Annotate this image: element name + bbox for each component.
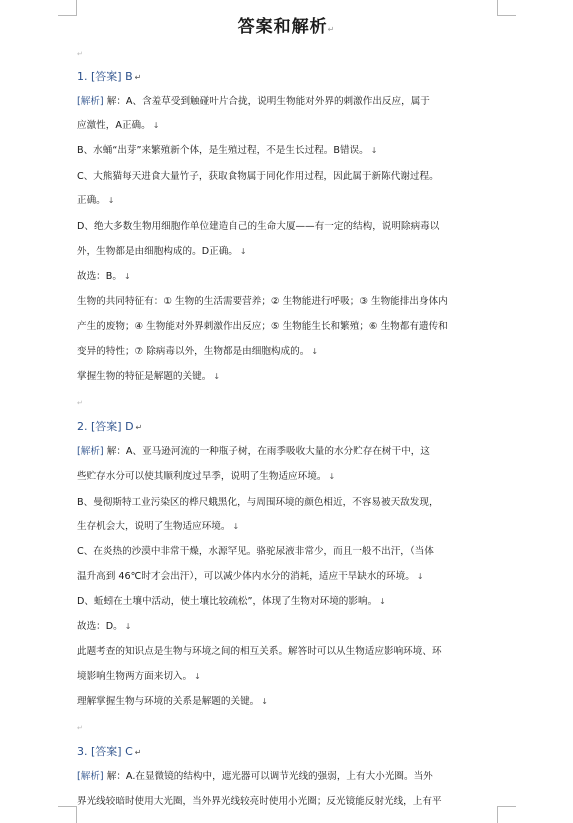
analysis-label: [解析] xyxy=(77,446,104,457)
text-line xyxy=(77,671,201,683)
text-segment: 生存机会大，说明了生物适应环境。 xyxy=(77,521,231,532)
text-line xyxy=(77,571,424,583)
text-segment: 变异的特性；⑦ 除病毒以外，生物都是由细胞构成的。 xyxy=(77,346,310,357)
text-segment: 此题考查的知识点是生物与环境之间的相互关系。解答时可以从生物适应影响环境、环 xyxy=(77,646,442,657)
analysis-label: [解析] xyxy=(77,771,104,782)
page-corner-mark xyxy=(497,806,516,823)
text-line xyxy=(77,646,442,658)
text-line xyxy=(77,171,439,183)
text-line xyxy=(77,145,377,157)
paragraph-mark: ↵ xyxy=(77,724,83,732)
text-line xyxy=(77,48,83,60)
text-segment: 解：A、亚马逊河流的一种瓶子树，在雨季吸收大量的水分贮存在树干中，这 xyxy=(103,446,430,457)
text-line xyxy=(77,346,318,358)
analysis-label: [解析] xyxy=(77,96,104,107)
text-segment: 正确。 xyxy=(77,195,106,206)
line-break-mark: ↓ xyxy=(194,672,201,681)
text-line xyxy=(77,71,141,84)
text-line xyxy=(77,497,439,509)
text-line xyxy=(77,521,239,533)
line-break-mark: ↓ xyxy=(370,146,378,155)
line-break-mark: ↓ xyxy=(232,522,240,531)
text-segment: 故选：D。 xyxy=(77,621,123,632)
text-segment: 解：A.在显微镜的结构中，遮光器可以调节光线的强弱，上有大小光圈。当外 xyxy=(103,771,433,782)
line-break-mark: ↓ xyxy=(311,347,319,356)
text-line xyxy=(77,246,247,258)
text-line xyxy=(77,421,142,434)
text-line xyxy=(77,371,220,383)
line-break-mark: ↓ xyxy=(152,121,160,130)
text-line xyxy=(77,696,268,708)
line-break-mark: ↵ xyxy=(134,73,142,82)
text-segment: 界光线较暗时使用大光圈，当外界光线较亮时使用小光圈；反光镜能反射光线，上有平 xyxy=(77,796,442,807)
line-break-mark: ↓ xyxy=(416,572,424,581)
line-break-mark: ↓ xyxy=(379,597,386,606)
text-line xyxy=(77,771,433,783)
text-line xyxy=(77,796,442,808)
text-segment: D、蚯蚓在土壤中活动，使土壤比较疏松”，体现了生物对环境的影响。 xyxy=(77,596,378,607)
line-break-mark: ↵ xyxy=(134,748,142,757)
text-segment: 故选：B。 xyxy=(77,271,122,282)
page-corner-mark xyxy=(58,806,77,823)
text-segment: C、大熊猫每天进食大量竹子，获取食物属于同化作用过程，因此属于新陈代谢过程。 xyxy=(77,171,439,182)
text-segment: 产生的废物；④ 生物能对外界刺激作出反应；⑤ 生物能生长和繁殖；⑥ 生物都有遗传和 xyxy=(77,321,448,332)
text-line xyxy=(77,722,83,734)
text-segment: 理解掌握生物与环境的关系是解题的关键。 xyxy=(77,696,260,707)
paragraph-mark: ↵ xyxy=(327,25,336,34)
text-line xyxy=(77,596,386,608)
text-line xyxy=(77,96,430,108)
text-line xyxy=(77,446,430,458)
page-title xyxy=(0,12,573,37)
text-segment: B、水蛹“出芽”来繁殖新个体，是生殖过程，不是生长过程。B错误。 xyxy=(77,145,369,156)
answer-heading: 2. [答案] D xyxy=(77,420,134,433)
line-break-mark: ↓ xyxy=(107,196,115,205)
text-segment: 掌握生物的特征是解题的关键。 xyxy=(77,371,212,382)
paragraph-mark: ↵ xyxy=(77,399,83,407)
text-segment: C、在炎热的沙漠中非常干燥，水源罕见。骆驼尿液非常少，而且一般不出汗，（当体 xyxy=(77,546,434,557)
text-line xyxy=(77,120,159,132)
line-break-mark: ↵ xyxy=(135,423,143,432)
text-segment: 些贮存水分可以使其顺利度过旱季，说明了生物适应环境。 xyxy=(77,471,327,482)
text-segment: D、绝大多数生物用细胞作单位建造自己的生命大厦——有一定的结构，说明除病毒以 xyxy=(77,221,440,232)
text-line xyxy=(77,296,448,308)
text-segment: 外，生物都是由细胞构成的。D正确。 xyxy=(77,246,238,257)
line-break-mark: ↓ xyxy=(124,622,132,631)
text-line xyxy=(77,271,131,283)
line-break-mark: ↓ xyxy=(123,272,131,281)
answer-heading: 3. [答案] C xyxy=(77,745,133,758)
text-segment: 应激性，A正确。 xyxy=(77,120,151,131)
text-line xyxy=(77,621,131,633)
text-line xyxy=(77,397,83,409)
text-line xyxy=(77,746,141,759)
line-break-mark: ↓ xyxy=(261,697,268,706)
text-segment: 温升高到 46℃时才会出汗），可以减少体内水分的消耗，适应干旱缺水的环境。 xyxy=(77,571,415,582)
text-line xyxy=(77,195,114,207)
text-line xyxy=(77,321,448,333)
text-segment: B、曼彻斯特工业污染区的桦尺蛾黑化，与周围环境的颜色相近，不容易被天敌发现， xyxy=(77,497,439,508)
text-segment: 解：A、含羞草受到触碰叶片合拢，说明生物能对外界的刺激作出反应，属于 xyxy=(103,96,430,107)
text-segment: 境影响生物两方面来切入。 xyxy=(77,671,193,682)
text-line xyxy=(77,546,434,558)
text-line xyxy=(77,471,335,483)
paragraph-mark: ↵ xyxy=(77,50,83,58)
text-segment: 生物的共同特征有：① 生物的生活需要营养；② 生物能进行呼吸；③ 生物能排出身体内 xyxy=(77,296,448,307)
line-break-mark: ↓ xyxy=(239,247,247,256)
title-text: 答案和解析 xyxy=(237,17,328,37)
line-break-mark: ↓ xyxy=(213,372,221,381)
text-line xyxy=(77,221,439,233)
line-break-mark: ↓ xyxy=(328,472,336,481)
answer-heading: 1. [答案] B xyxy=(77,70,133,83)
